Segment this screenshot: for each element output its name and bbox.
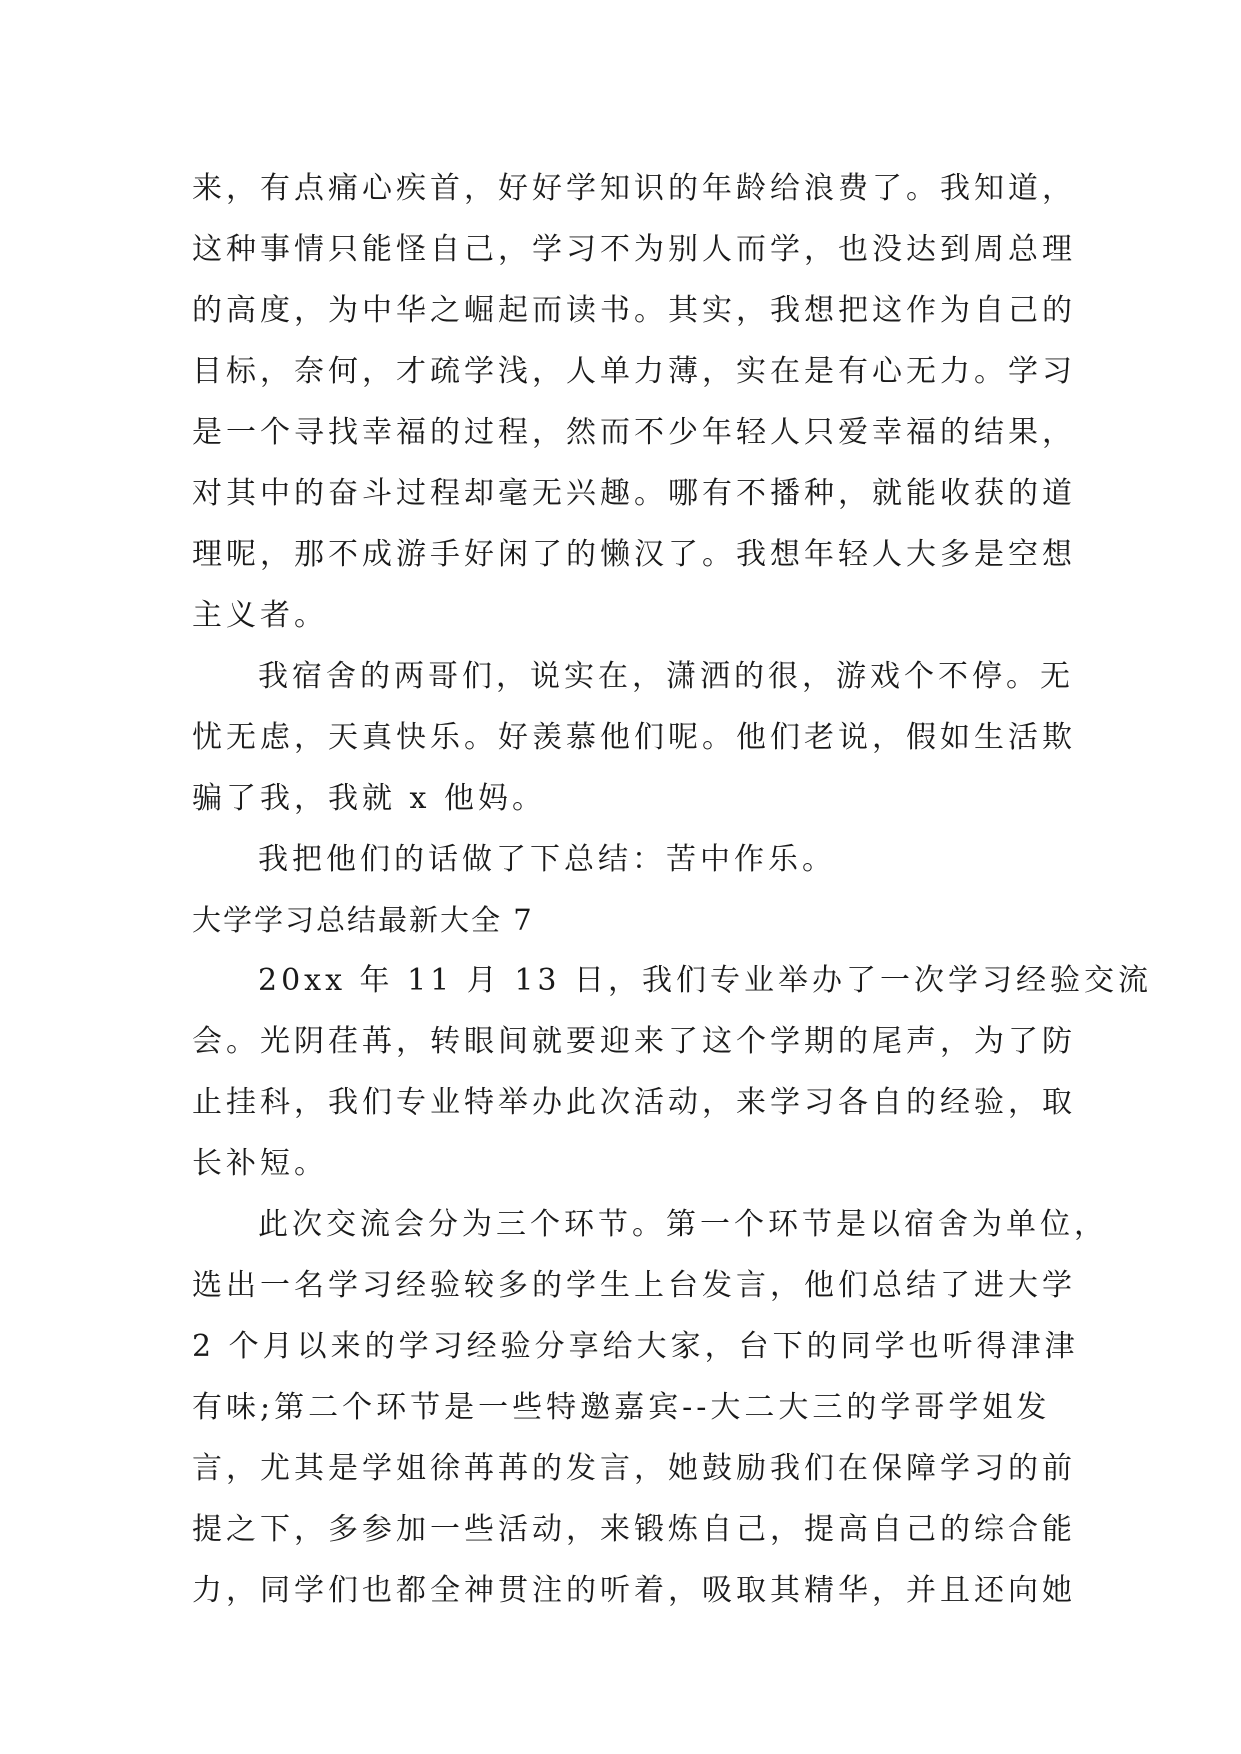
text-line: 会。光阴荏苒，转眼间就要迎来了这个学期的尾声，为了防: [192, 1024, 1076, 1059]
text-line: 忧无虑，天真快乐。好羡慕他们呢。他们老说，假如生活欺: [192, 720, 1076, 755]
text-line: 我把他们的话做了下总结：苦中作乐。: [258, 842, 836, 877]
text-line: 目标，奈何，才疏学浅，人单力薄，实在是有心无力。学习: [192, 354, 1076, 389]
text-line: 来，有点痛心疾首，好好学知识的年龄给浪费了。我知道，: [192, 171, 1076, 206]
text-line: 主义者。: [192, 598, 328, 633]
text-line: 20xx 年 11 月 13 日，我们专业举办了一次学习经验交流: [258, 963, 1153, 998]
text-line: 是一个寻找幸福的过程，然而不少年轻人只爱幸福的结果，: [192, 415, 1076, 450]
text-line: 提之下，多参加一些活动，来锻炼自己，提高自己的综合能: [192, 1512, 1076, 1547]
text-line: 选出一名学习经验较多的学生上台发言，他们总结了进大学: [192, 1268, 1076, 1303]
text-line: 止挂科，我们专业特举办此次活动，来学习各自的经验，取: [192, 1085, 1076, 1120]
text-line: 此次交流会分为三个环节。第一个环节是以宿舍为单位，: [258, 1207, 1108, 1242]
text-line: 2 个月以来的学习经验分享给大家，台下的同学也听得津津: [192, 1329, 1079, 1364]
text-line: 有味;第二个环节是一些特邀嘉宾--大二大三的学哥学姐发: [192, 1390, 1051, 1425]
section-heading: 大学学习总结最新大全 7: [192, 903, 534, 937]
text-line: 的高度，为中华之崛起而读书。其实，我想把这作为自己的: [192, 293, 1076, 328]
text-line: 对其中的奋斗过程却毫无兴趣。哪有不播种，就能收获的道: [192, 476, 1076, 511]
text-line: 这种事情只能怪自己，学习不为别人而学，也没达到周总理: [192, 232, 1076, 267]
document-body: [192, 158, 1153, 1621]
text-line: 长补短。: [192, 1146, 328, 1181]
text-line: 言，尤其是学姐徐苒苒的发言，她鼓励我们在保障学习的前: [192, 1451, 1076, 1486]
text-line: 理呢，那不成游手好闲了的懒汉了。我想年轻人大多是空想: [192, 537, 1076, 572]
text-line: 我宿舍的两哥们，说实在，潇洒的很，游戏个不停。无: [258, 659, 1074, 694]
text-line: 力，同学们也都全神贯注的听着，吸取其精华，并且还向她: [192, 1573, 1076, 1608]
text-line: 骗了我，我就 x 他妈。: [192, 781, 546, 816]
